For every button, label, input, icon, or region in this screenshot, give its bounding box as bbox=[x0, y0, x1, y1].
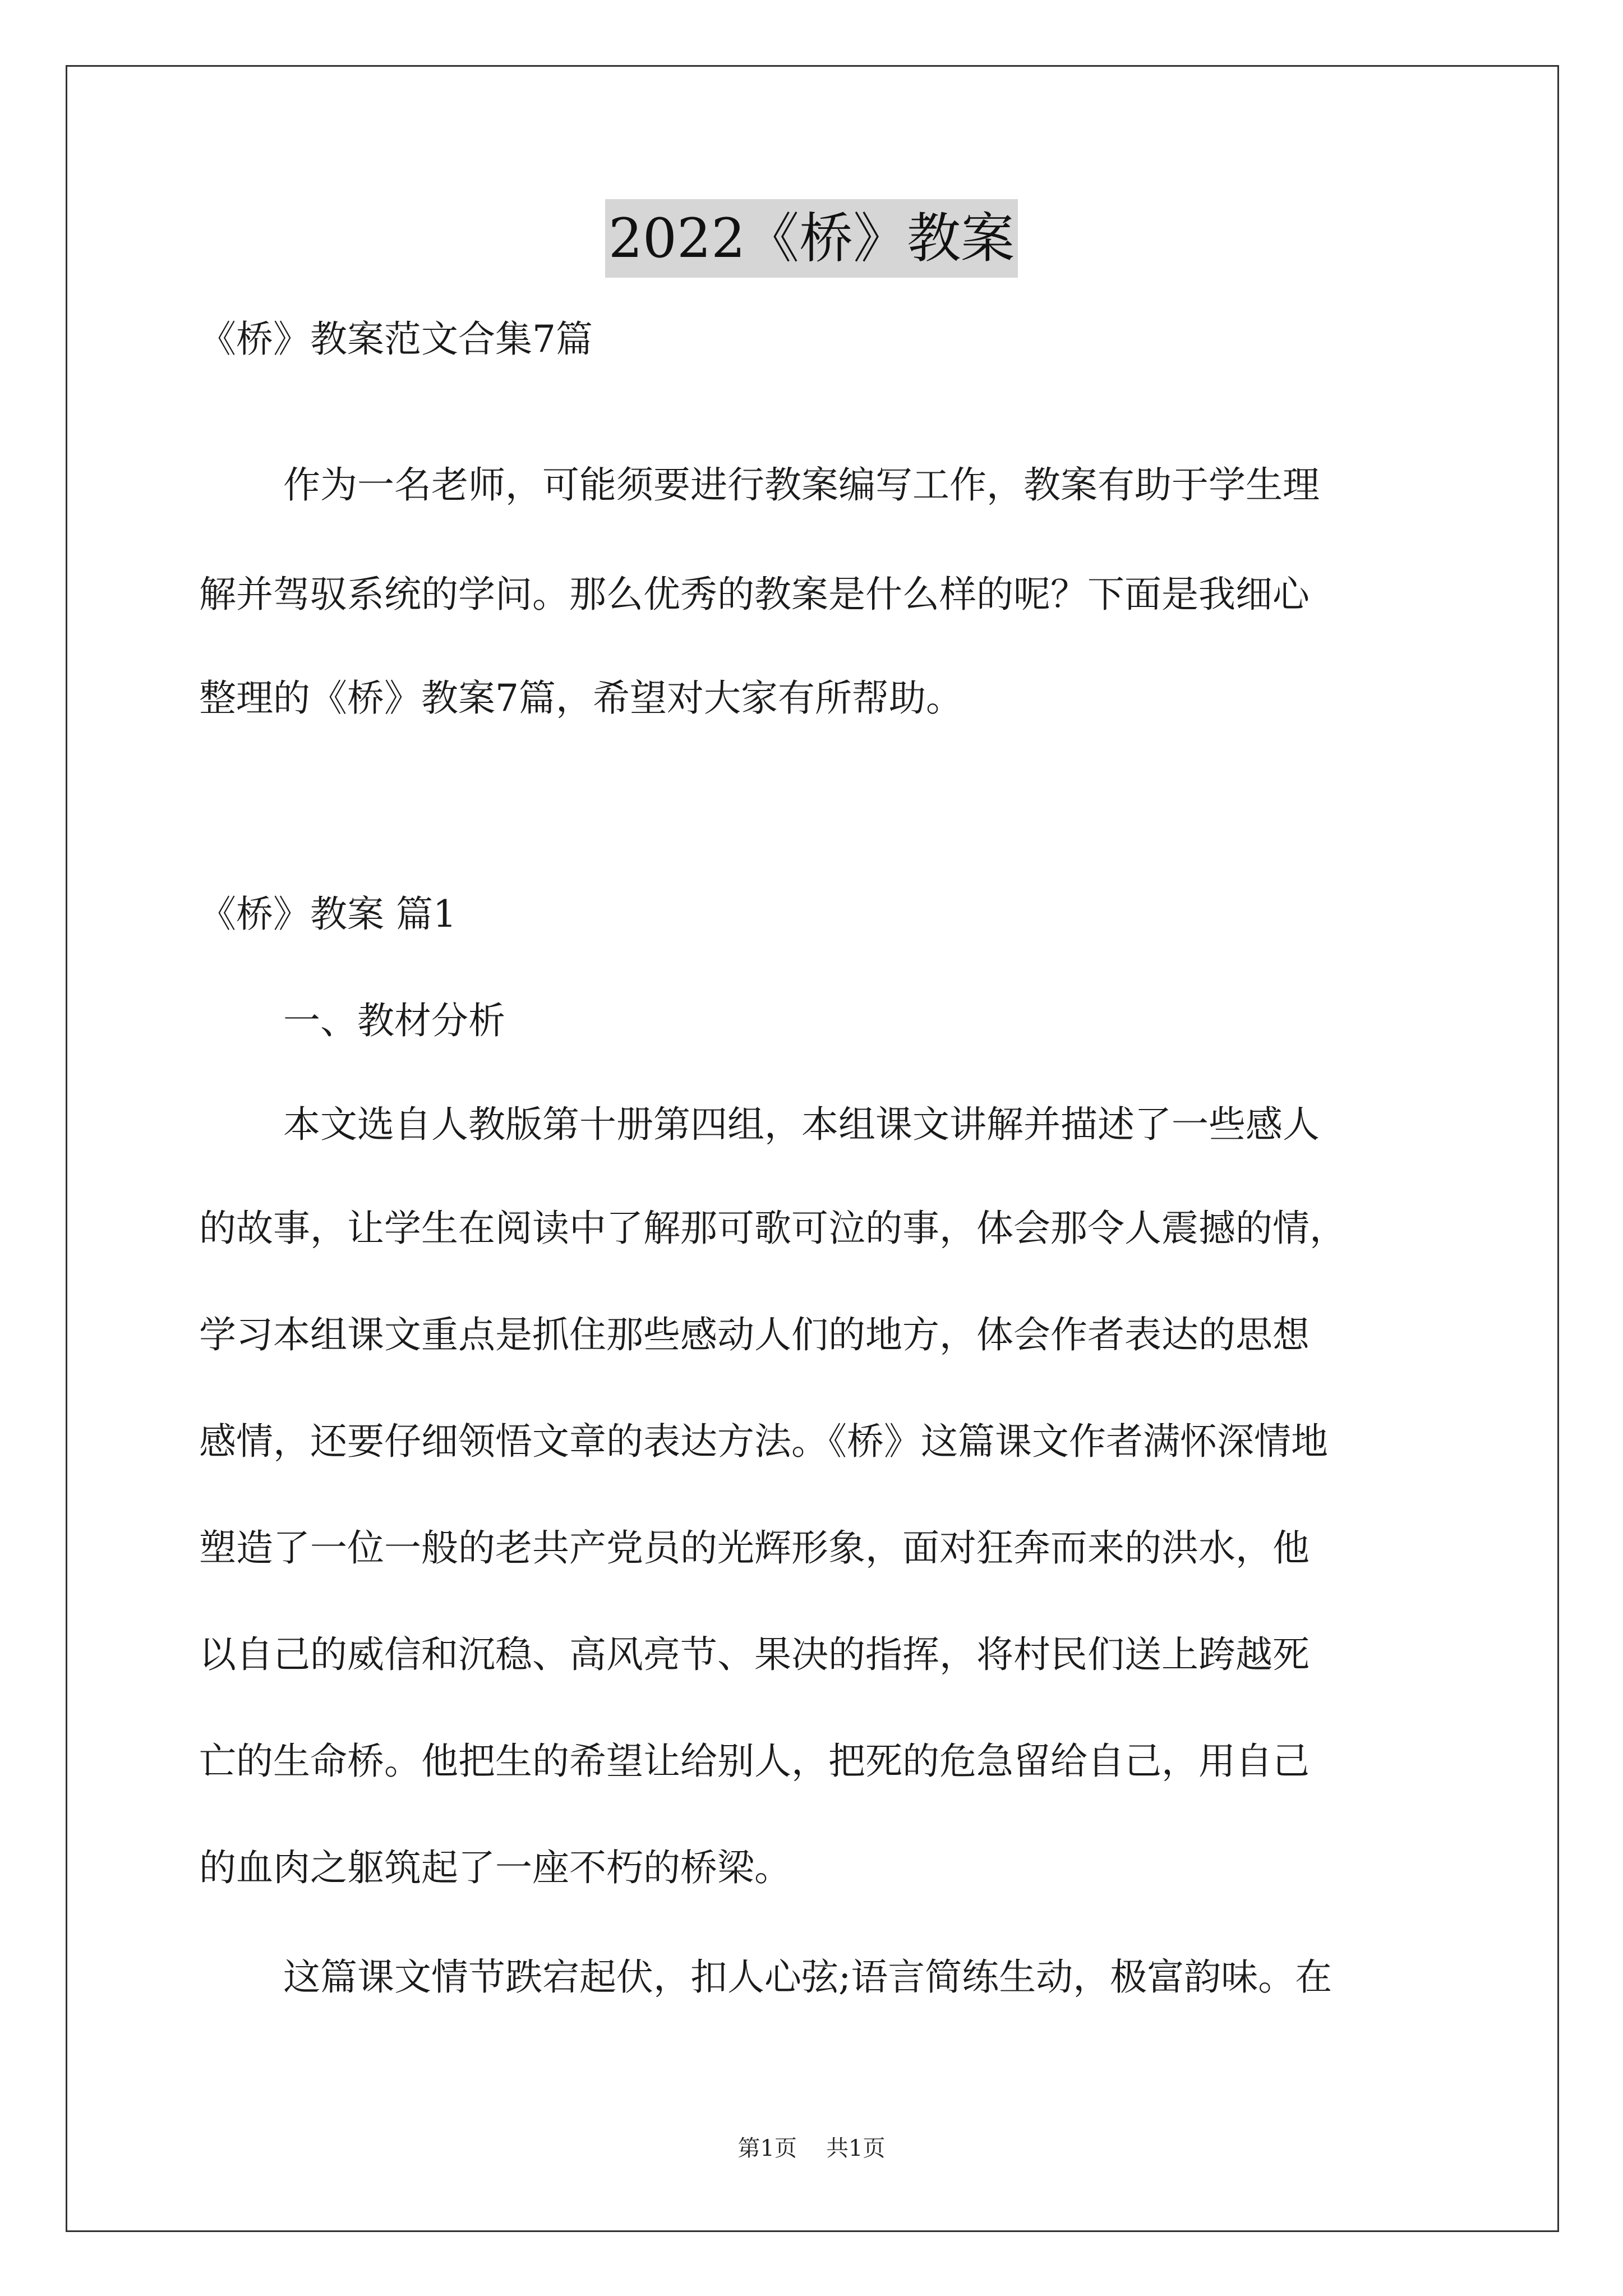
body-line-5: 塑造了一位一般的老共产党员的光辉形象，面对狂奔而来的洪水，他 bbox=[199, 1526, 1310, 1570]
intro-line-3: 整理的《桥》教案7篇，希望对大家有所帮助。 bbox=[199, 677, 963, 720]
body-line-4: 感情，还要仔细领悟文章的表达方法。《桥》这篇课文作者满怀深情地 bbox=[199, 1420, 1328, 1463]
body-line-3: 学习本组课文重点是抓住那些感动人们的地方，体会作者表达的思想 bbox=[199, 1313, 1310, 1356]
title-container bbox=[0, 199, 1623, 278]
body-line-1: 本文选自人教版第十册第四组，本组课文讲解并描述了一些感人 bbox=[283, 1103, 1320, 1146]
page-footer bbox=[0, 2132, 1623, 2165]
subsection-heading: 一、教材分析 bbox=[283, 999, 505, 1042]
body-line-6: 以自己的威信和沉稳、高风亮节、果决的指挥，将村民们送上跨越死 bbox=[199, 1633, 1310, 1676]
page-number: 第1页 bbox=[737, 2136, 797, 2161]
body-line-7: 亡的生命桥。他把生的希望让给别人，把死的危急留给自己，用自己 bbox=[199, 1740, 1310, 1783]
document-subtitle: 《桥》教案范文合集7篇 bbox=[199, 318, 593, 361]
document-title: 2022《桥》教案 bbox=[605, 199, 1018, 278]
intro-line-1: 作为一名老师，可能须要进行教案编写工作，教案有助于学生理 bbox=[283, 463, 1320, 507]
section-heading: 《桥》教案 篇1 bbox=[199, 892, 457, 936]
body-line-2: 的故事，让学生在阅读中了解那可歌可泣的事，体会那令人震撼的情， bbox=[199, 1207, 1347, 1250]
body-line-8: 的血肉之躯筑起了一座不朽的桥梁。 bbox=[199, 1846, 791, 1889]
body-line-9: 这篇课文情节跌宕起伏，扣人心弦;语言简练生动，极富韵味。在 bbox=[283, 1955, 1332, 1999]
page-total: 共1页 bbox=[826, 2136, 886, 2161]
intro-line-2: 解并驾驭系统的学问。那么优秀的教案是什么样的呢？下面是我细心 bbox=[199, 573, 1310, 616]
